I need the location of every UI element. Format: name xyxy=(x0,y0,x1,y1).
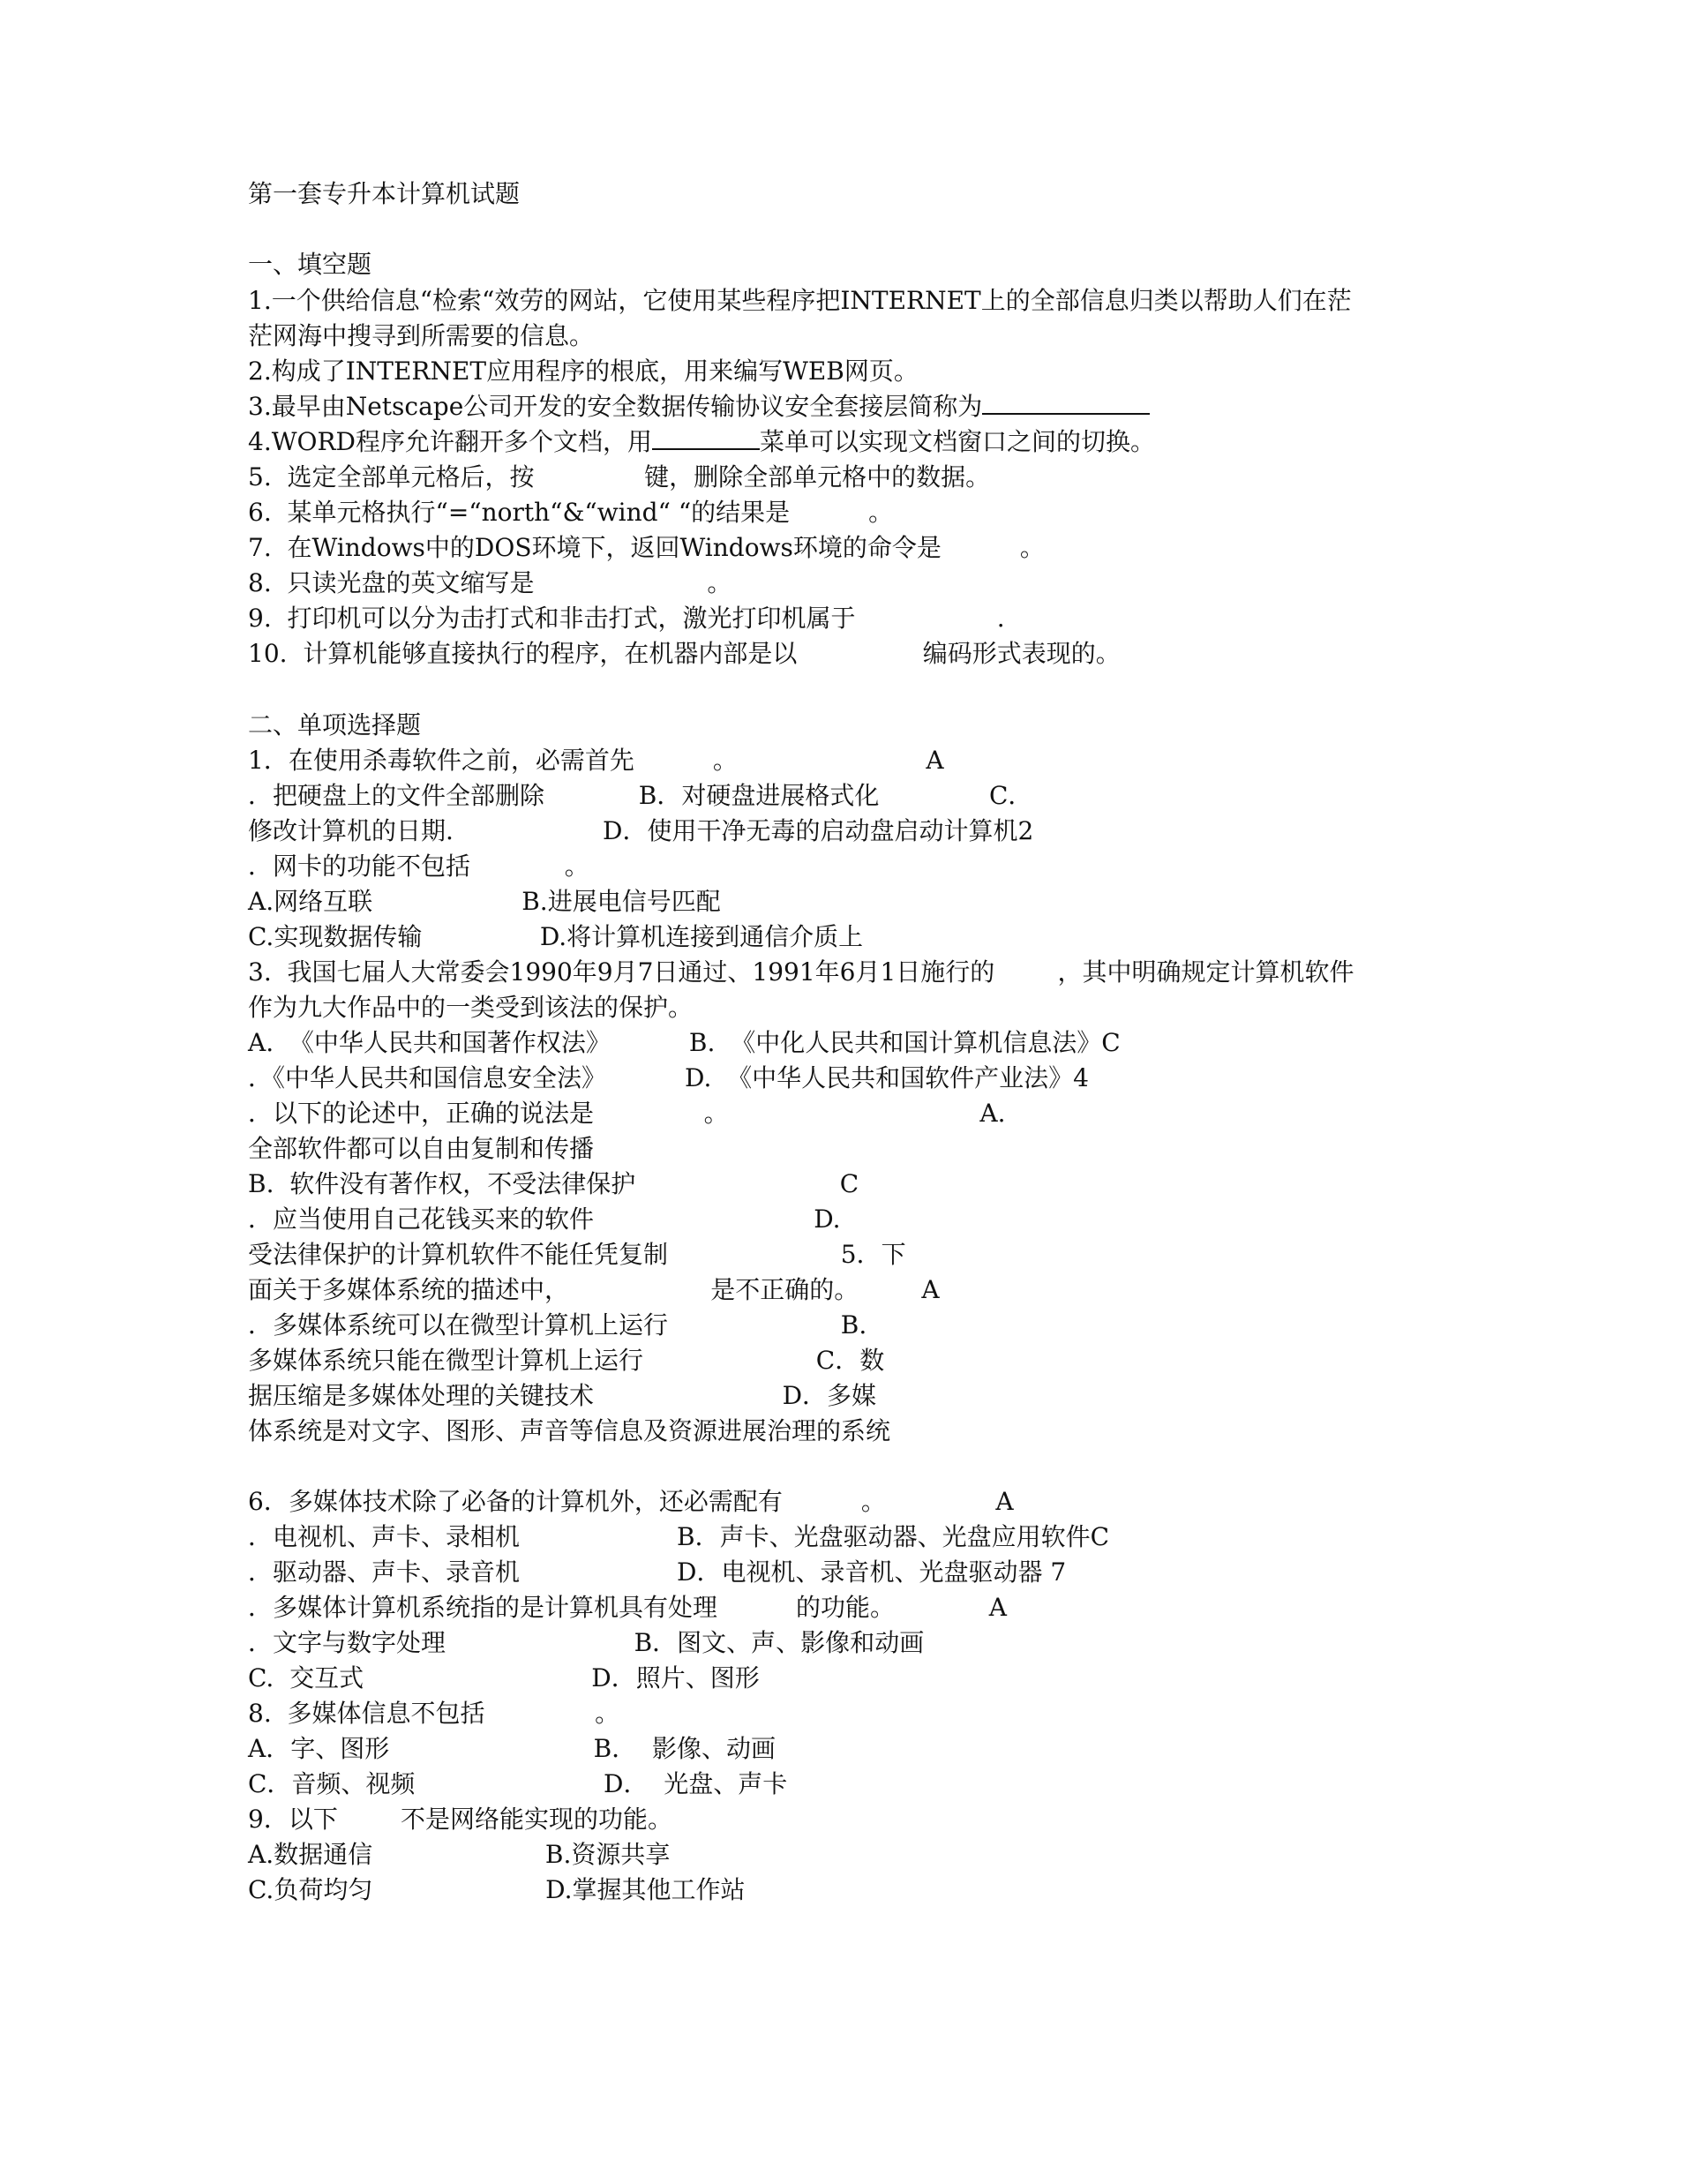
choice-line: 据压缩是多媒体处理的关键技术 D．多媒 xyxy=(248,1381,877,1410)
fill-q7: 7. 在Windows中的DOS环境下，返回Windows环境的命令是 。 xyxy=(248,533,1045,562)
choice-line: ．以下的论述中，正确的说法是 。 A. xyxy=(248,1099,1006,1128)
choice-line: 体系统是对文字、图形、声音等信息及资源进展治理的系统 xyxy=(248,1416,891,1445)
choice-line: 面关于多媒体系统的描述中， 是不正确的。 A xyxy=(248,1275,940,1304)
answer-blank xyxy=(982,392,1150,415)
choice-line: ．电视机、声卡、录相机 B．声卡、光盘驱动器、光盘应用软件C xyxy=(248,1522,1110,1551)
fill-q3-text: 3.最早由Netscape公司开发的安全数据传输协议安全套接层简称为 xyxy=(248,392,983,421)
choice-line: C.负荷均匀 D.掌握其他工作站 xyxy=(248,1875,746,1904)
choice-line: ．多媒体系统可以在微型计算机上运行 B. xyxy=(248,1310,867,1340)
choice-line: A.网络互联 B.进展电信号匹配 xyxy=(248,887,721,916)
fill-q2: 2.构成了INTERNET应用程序的根底，用来编写WEB网页。 xyxy=(248,356,919,386)
fill-q4-text-a: 4.WORD程序允许翻开多个文档，用 xyxy=(248,427,652,456)
choice-line: 作为九大作品中的一类受到该法的保护。 xyxy=(248,993,694,1022)
answer-blank xyxy=(652,427,760,450)
choice-line: C．音频、视频 D． 光盘、声卡 xyxy=(248,1769,788,1798)
choice-line: ．文字与数字处理 B．图文、声、影像和动画 xyxy=(248,1628,925,1657)
choice-line: 修改计算机的日期. D．使用干净无毒的启动盘启动计算机2 xyxy=(248,816,1034,845)
fill-q4 xyxy=(248,424,1155,460)
fill-q6: 6. 某单元格执行“=“north“&“wind“ “的结果是 。 xyxy=(248,498,894,527)
choice-line: ．把硬盘上的文件全部删除 B．对硬盘进展格式化 C． xyxy=(248,781,1033,810)
choice-line: 全部软件都可以自由复制和传播 xyxy=(248,1134,595,1163)
choice-line: B. 软件没有著作权，不受法律保护 C xyxy=(248,1169,859,1198)
choice-line: A. 《中华人民共和国著作权法》 B. 《中化人民共和国计算机信息法》C xyxy=(248,1028,1121,1057)
section-heading-choice: 二、单项选择题 xyxy=(248,710,422,739)
choice-line: ．网卡的功能不包括 。 xyxy=(248,852,589,881)
choice-line: 3. 我国七届人大常委会1990年9月7日通过、1991年6月1日施行的 ，其中明确规定计算机软件 xyxy=(248,957,1354,987)
choice-line: A．字、图形 B． 影像、动画 xyxy=(248,1734,776,1763)
document-title: 第一套专升本计算机试题 xyxy=(248,179,521,208)
fill-q5: 5. 选定全部单元格后，按 键，删除全部单元格中的数据。 xyxy=(248,462,991,492)
choice-line: ．多媒体计算机系统指的是计算机具有处理 的功能。 A xyxy=(248,1593,1008,1622)
fill-q9: 9. 打印机可以分为击打式和非击打式，激光打印机属于 . xyxy=(248,604,1005,633)
fill-q1-line2: 茫网海中搜寻到所需要的信息。 xyxy=(248,321,595,350)
choice-line: 多媒体系统只能在微型计算机上运行 C．数 xyxy=(248,1346,885,1375)
section-heading-fill-in: 一、填空题 xyxy=(248,250,372,279)
choice-line: ．《中华人民共和国信息安全法》 D. 《中华人民共和国软件产业法》4 xyxy=(248,1063,1089,1092)
fill-q3 xyxy=(248,389,1150,424)
choice-line: ．驱动器、声卡、录音机 D．电视机、录音机、光盘驱动器 7 xyxy=(248,1557,1067,1587)
choice-line: A.数据通信 B.资源共享 xyxy=(248,1840,671,1869)
choice-line: ．应当使用自己花钱买来的软件 D. xyxy=(248,1205,841,1234)
choice-line: 8. 多媒体信息不包括 。 xyxy=(248,1699,620,1728)
fill-q10: 10. 计算机能够直接执行的程序，在机器内部是以 编码形式表现的。 xyxy=(248,639,1121,668)
choice-line: C. 交互式 D．照片、图形 xyxy=(248,1663,760,1692)
fill-q1-line1: 1.一个供给信息“检索“效劳的网站，它使用某些程序把INTERNET上的全部信息归类以帮助人们在茫 xyxy=(248,286,1352,315)
choice-line: 9．以下 不是网络能实现的功能。 xyxy=(248,1805,673,1834)
choice-line: 6．多媒体技术除了必备的计算机外，还必需配有 。 A xyxy=(248,1487,1014,1516)
choice-line: C.实现数据传输 D.将计算机连接到通信介质上 xyxy=(248,922,864,951)
choice-line: 受法律保护的计算机软件不能任凭复制 5．下 xyxy=(248,1240,906,1269)
fill-q8: 8. 只读光盘的英文缩写是 。 xyxy=(248,568,732,597)
choice-line: 1．在使用杀毒软件之前，必需首先 。 A xyxy=(248,746,944,775)
fill-q4-text-b: 菜单可以实现文档窗口之间的切换。 xyxy=(759,427,1155,456)
